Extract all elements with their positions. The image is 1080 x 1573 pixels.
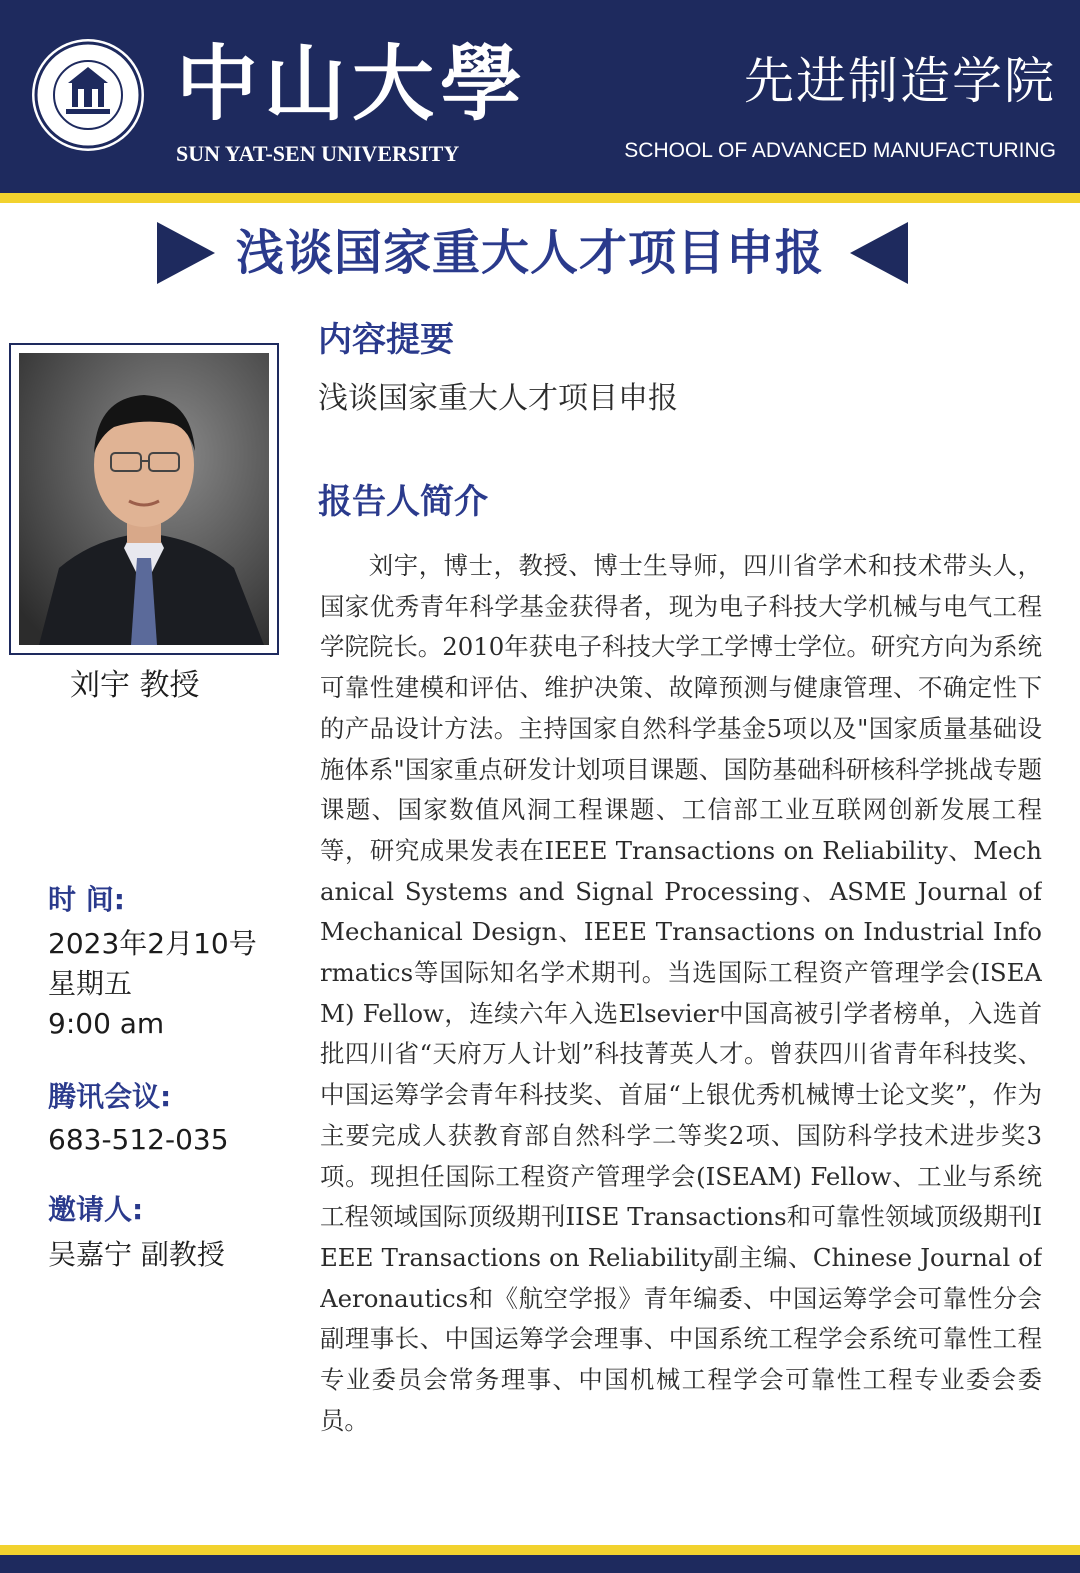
school-name-en: SCHOOL OF ADVANCED MANUFACTURING (624, 139, 1056, 162)
triangle-left-icon (850, 222, 908, 284)
footer-bar (0, 1555, 1080, 1573)
meeting-id: 683-512-035 (48, 1123, 229, 1156)
speaker-name: 刘宇 教授 (70, 668, 200, 703)
speaker-photo-frame (9, 343, 279, 655)
footer-gold-stripe (0, 1545, 1080, 1555)
title-bar (0, 210, 1080, 294)
summary-heading: 内容提要 (318, 320, 454, 360)
header-banner (0, 0, 1080, 193)
university-name-en: SUN YAT-SEN UNIVERSITY (176, 141, 460, 166)
school-name-cn: 先进制造学院 (744, 52, 1056, 110)
time-label: 时 间: (48, 883, 125, 916)
host-label: 邀请人: (48, 1193, 144, 1226)
speaker-bio: 刘宇，博士，教授、博士生导师，四川省学术和技术带头人，国家优秀青年科学基金获得者，现为电子科技大学机械与电气工程学院院长。2010年获电子科技大学工学博士学位。研究方向为系统可靠性建模和评估、维护决策、故障预测与健康管理、不确定性下的产品设计方法。主持国家自然科学基金5项以及"国家质量基础设施体系"国家重点研发计划项目课题、国防基础科研核科学挑战专题课题、国家数值风洞工程课题、工信部工业互联网创新发展工程等，研究成果发表在IEEE Transactions on Reliability、Mechanical Systems and Signal Processing、ASME Journal of Mechanical Design、IEEE Transactions on Industrial Informatics等国际知名学术期刊。当选国际工程资产管理学会(ISEAM) Fellow，连续六年入选Elsevier中国高被引学者榜单，入选首批四川省“天府万人计划”科技菁英人才。曾获四川省青年科技奖、中国运筹学会青年科技奖、首届“上银优秀机械博士论文奖”，作为主要完成人获教育部自然科学二等奖2项、国防科学技术进步奖3项。现担任国际工程资产管理学会(ISEAM) Fellow、工业与系统工程领域国际顶级期刊IISE Transactions和可靠性领域顶级期刊IEEE Transactions on Reliability副主编、Chinese Journal of Aeronautics和《航空学报》青年编委、中国运筹学会可靠性分会副理事长、中国运筹学会理事、中国系统工程学会系统可靠性工程专业委员会常务理事、中国机械工程学会可靠性工程专业委会委员。 (320, 551, 1042, 1435)
university-name-cn: 中山大學 (176, 36, 529, 132)
meeting-label: 腾讯会议: (48, 1080, 172, 1113)
host-name: 吴嘉宁 副教授 (48, 1238, 225, 1271)
triangle-right-icon (157, 222, 215, 284)
header-gold-stripe (0, 193, 1080, 203)
university-seal-icon (30, 37, 146, 153)
event-date: 2023年2月10号 (48, 927, 257, 960)
event-time: 9:00 am (48, 1007, 165, 1040)
event-title: 浅谈国家重大人才项目申报 (235, 225, 824, 281)
summary-text: 浅谈国家重大人才项目申报 (318, 381, 678, 416)
speaker-photo (19, 353, 269, 645)
event-weekday: 星期五 (48, 967, 133, 1000)
bio-heading: 报告人简介 (318, 482, 488, 522)
